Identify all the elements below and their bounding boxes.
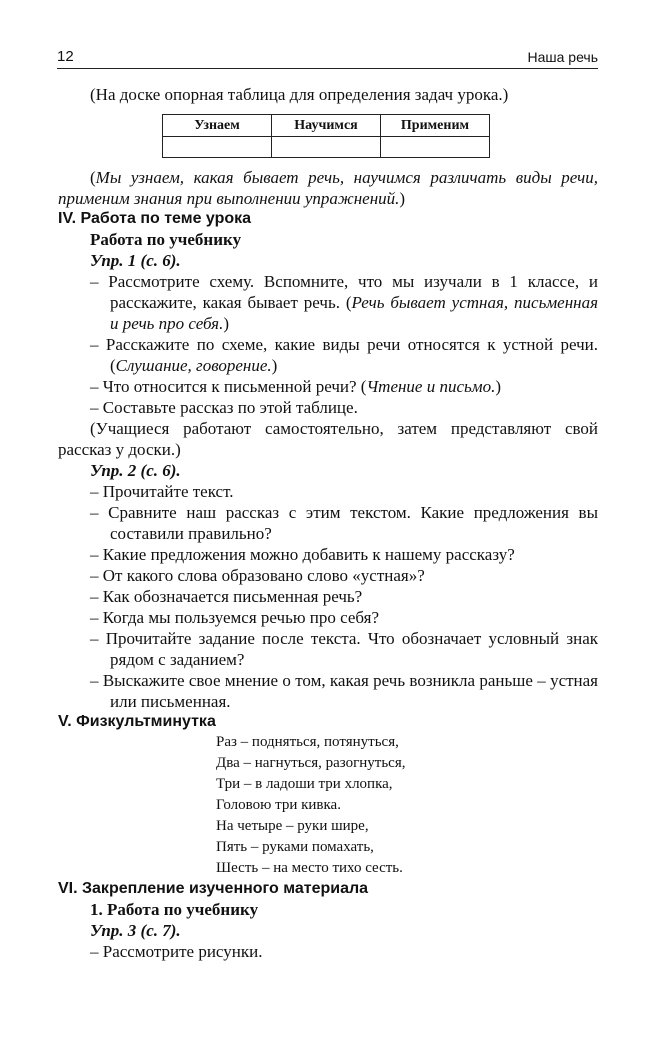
- exercise-2-item: – Когда мы пользуемся речью про себя?: [90, 608, 380, 627]
- section-heading-4: IV. Работа по теме урока: [58, 210, 252, 227]
- exercise-poem: [216, 732, 598, 879]
- exercise-3-item: – Рассмотрите рисунки.: [90, 942, 263, 961]
- goals-header-apply: Применим: [381, 115, 490, 137]
- goals-header-learn: Узнаем: [163, 115, 272, 137]
- exercise-1-item: – Рассмотрите схему. Вспомните, что мы изучали в 1 классе, и расскажите, какая бывает речь. (Речь бывает устная, письменная и речь про себя.): [90, 272, 598, 333]
- poem-line: На четыре – руки шире,: [216, 818, 369, 834]
- poem-line: Шесть – на место тихо сесть.: [216, 860, 403, 876]
- exercise-2-item: – Сравните наш рассказ с этим текстом. Какие предложения вы составили правильно?: [90, 503, 598, 543]
- subheading-textbook-work: Работа по учебнику: [90, 230, 242, 249]
- goals-cell: [381, 137, 490, 158]
- exercise-1-item: – Составьте рассказ по этой таблице.: [90, 398, 358, 417]
- running-header: [57, 46, 598, 69]
- exercise-label-2: Упр. 2 (с. 6).: [90, 461, 181, 480]
- goals-note: (Мы узнаем, какая бывает речь, научимся различать виды речи, применим знания при выполнении упражнений.): [58, 168, 598, 208]
- goals-table: [162, 114, 490, 158]
- exercise-label-3: Упр. 3 (с. 7).: [90, 921, 181, 940]
- section-heading-6: VI. Закрепление изученного материала: [58, 880, 369, 897]
- goals-cell: [272, 137, 381, 158]
- poem-line: Раз – подняться, потянуться,: [216, 734, 399, 750]
- poem-line: Три – в ладоши три хлопка,: [216, 776, 393, 792]
- goals-header-master: Научимся: [272, 115, 381, 137]
- exercise-1-note: (Учащиеся работают самостоятельно, затем представляют свой рассказ у доски.): [58, 419, 598, 459]
- exercise-label-1: Упр. 1 (с. 6).: [90, 251, 181, 270]
- exercise-2-item: – Как обозначается письменная речь?: [90, 587, 363, 606]
- page-number: 12: [57, 48, 74, 65]
- poem-line: Два – нагнуться, разогнуться,: [216, 755, 406, 771]
- section-title: Наша речь: [527, 49, 598, 65]
- exercise-2-item: – Выскажите свое мнение о том, какая речь возникла раньше – устная или письменная.: [90, 671, 598, 711]
- intro-paragraph: (На доске опорная таблица для определения задач урока.): [90, 85, 509, 104]
- exercise-2-item: – Какие предложения можно добавить к нашему рассказу?: [90, 545, 515, 564]
- section-heading-5: V. Физкультминутка: [58, 713, 216, 730]
- exercise-1-item: – Что относится к письменной речи? (Чтение и письмо.): [90, 377, 502, 396]
- goals-cell: [163, 137, 272, 158]
- subheading-textbook-work-2: 1. Работа по учебнику: [90, 900, 259, 919]
- exercise-2-item: – От какого слова образовано слово «устная»?: [90, 566, 425, 585]
- exercise-2-item: – Прочитайте задание после текста. Что обозначает условный знак рядом с заданием?: [90, 629, 598, 669]
- poem-line: Головою три кивка.: [216, 797, 341, 813]
- exercise-2-item: – Прочитайте текст.: [90, 482, 234, 501]
- page-content: [58, 84, 598, 962]
- exercise-1-item: – Расскажите по схеме, какие виды речи относятся к устной речи. (Слушание, говорение.): [90, 335, 598, 375]
- poem-line: Пять – руками помахать,: [216, 839, 374, 855]
